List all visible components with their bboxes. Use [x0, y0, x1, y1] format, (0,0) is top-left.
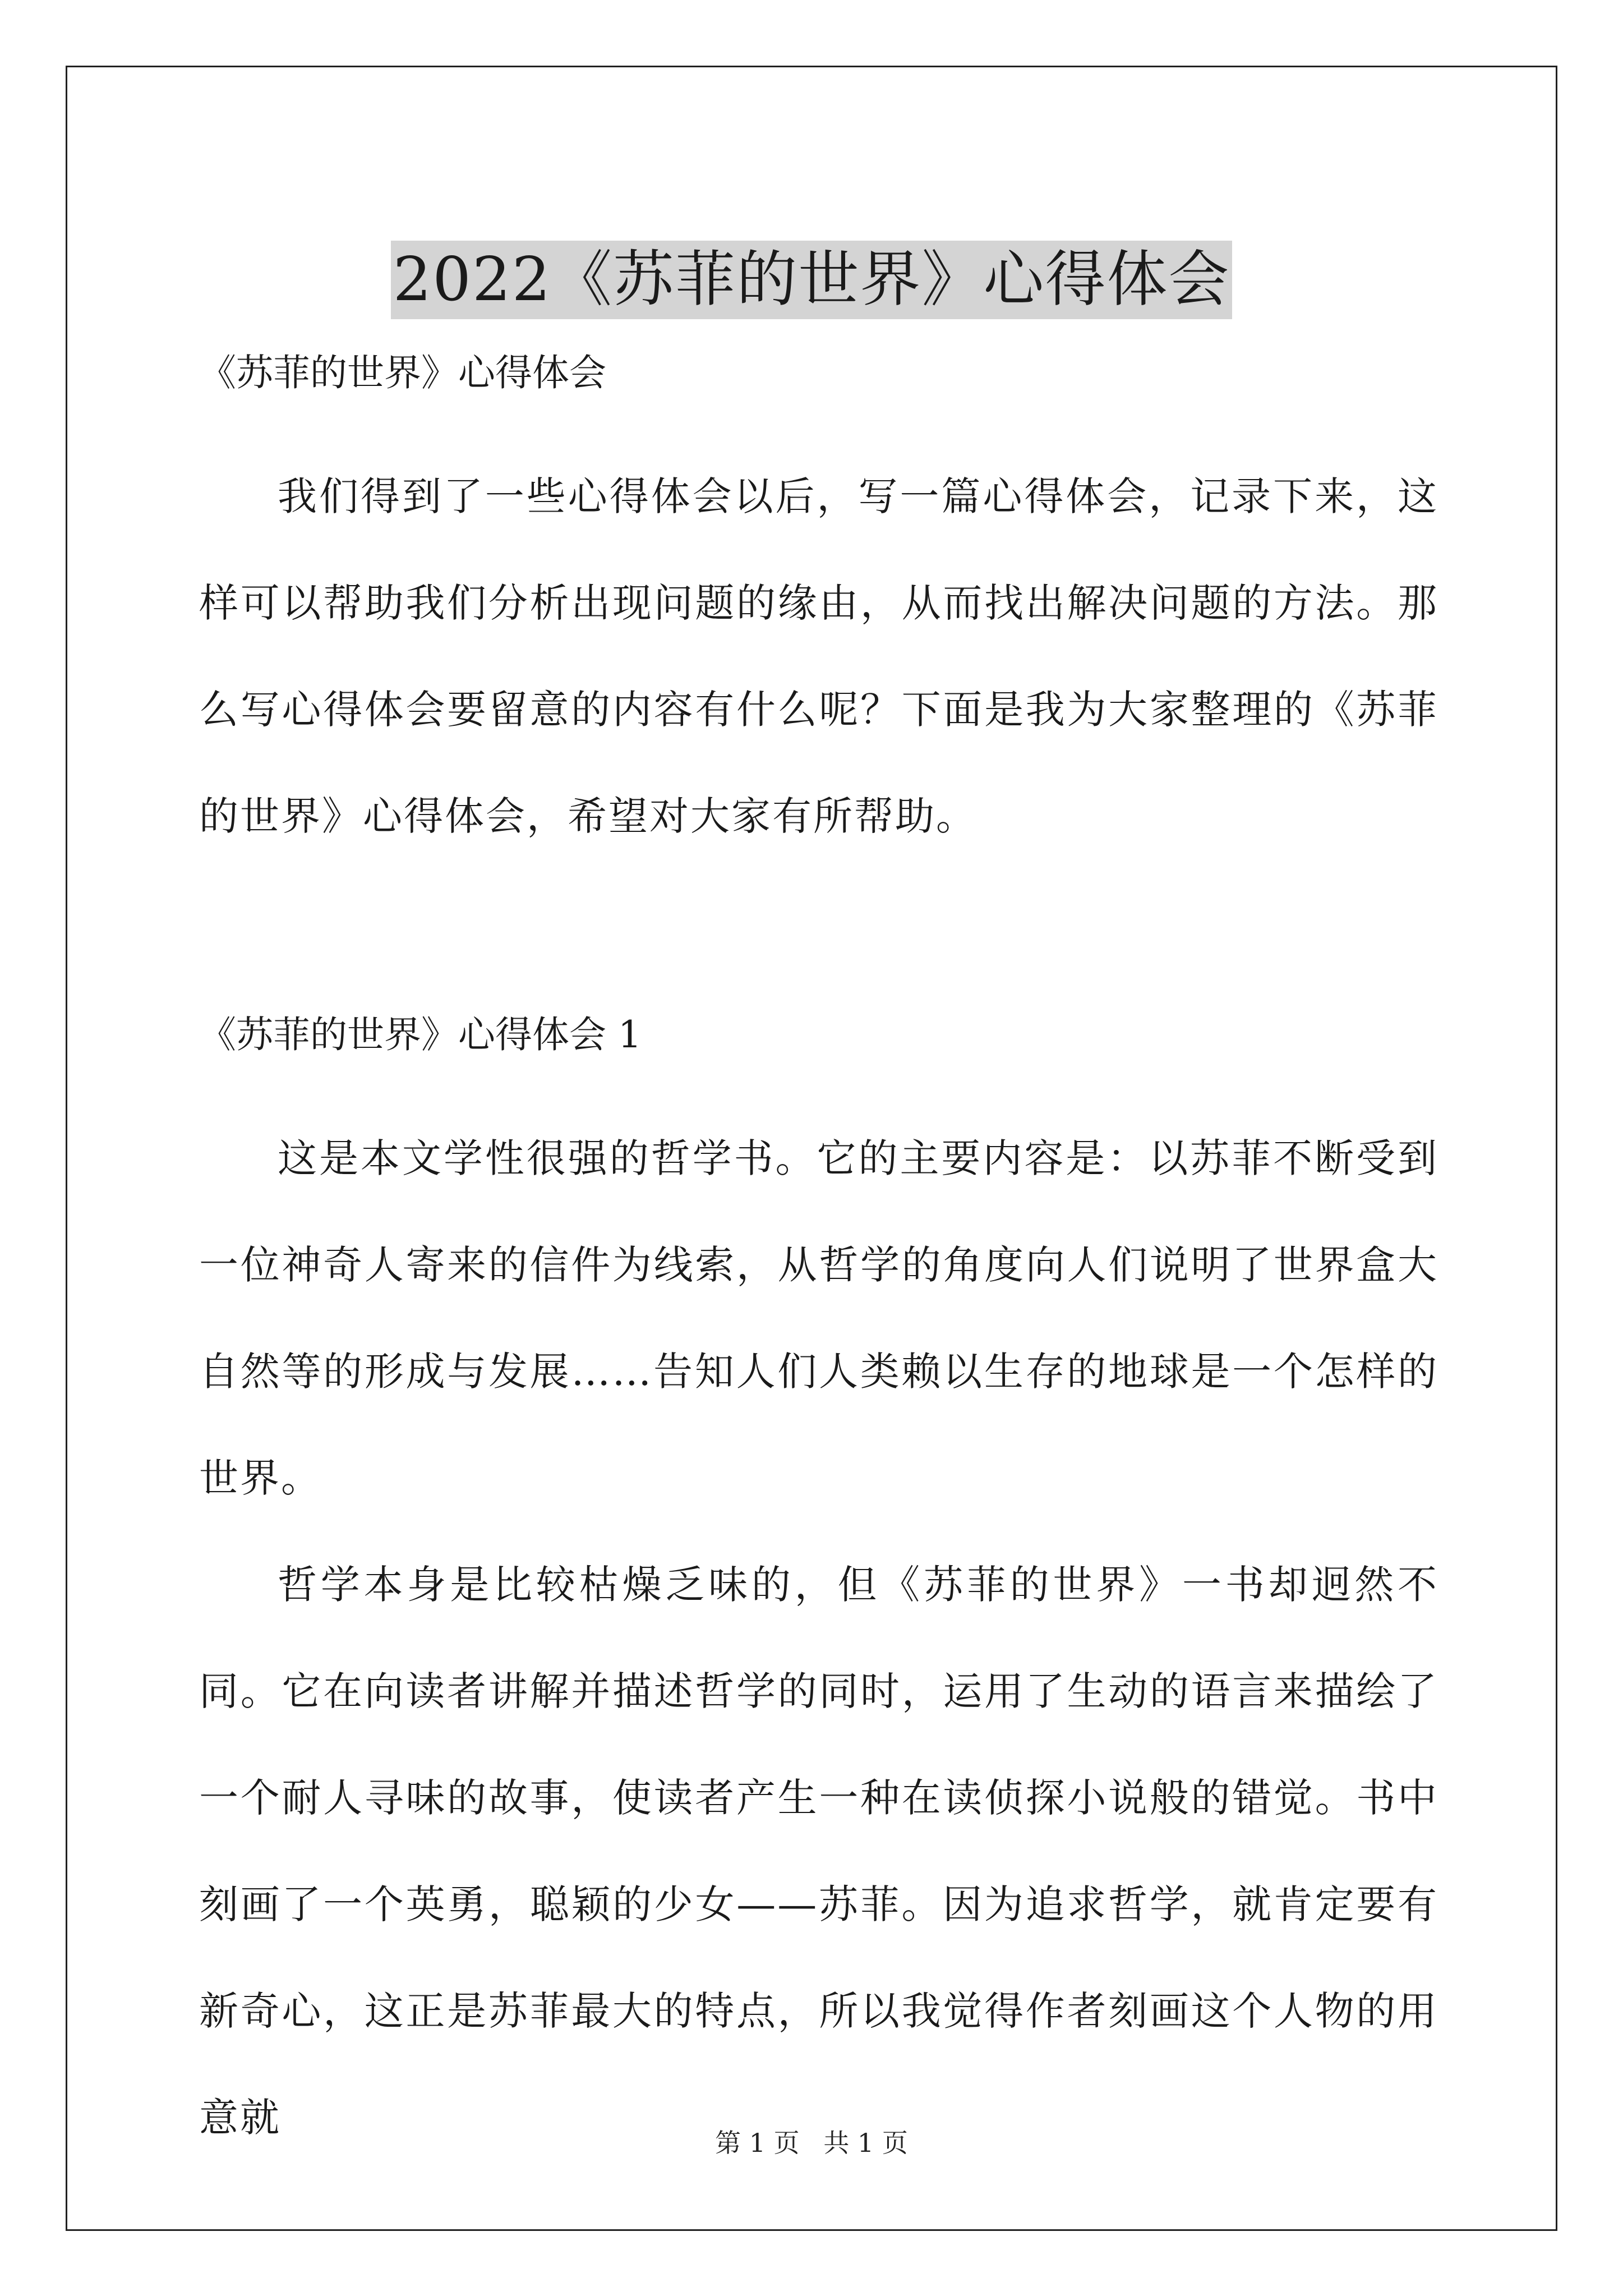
title-container [0, 200, 1623, 360]
page-total: 共 1 页 [823, 2128, 908, 2158]
body-paragraph: 这是本文学性很强的哲学书。它的主要内容是：以苏菲不断受到一位神奇人寄来的信件为线索，从哲学的角度向人们说明了世界盒大自然等的形成与发展……告知人们人类赖以生存的地球是一个怎样的世界。 [199, 1135, 1438, 1501]
document-title: 2022《苏菲的世界》心得体会 [391, 241, 1233, 319]
page-footer [0, 2126, 1623, 2160]
body-paragraph: 哲学本身是比较枯燥乏味的，但《苏菲的世界》一书却迥然不同。它在向读者讲解并描述哲学的同时，运用了生动的语言来描绘了一个耐人寻味的故事，使读者产生一种在读侦探小说般的错觉。书中刻画了一个英勇，聪颖的少女——苏菲。因为追求哲学，就肯定要有新奇心，这正是苏菲最大的特点，所以我觉得作者刻画这个人物的用意就 [199, 1562, 1438, 2141]
intro-heading: 《苏菲的世界》心得体会 [199, 351, 606, 394]
page-number: 第 1 页 [715, 2128, 800, 2158]
document-body [199, 348, 1438, 2171]
section-heading: 《苏菲的世界》心得体会 1 [199, 1013, 642, 1056]
intro-paragraph: 我们得到了一些心得体会以后，写一篇心得体会，记录下来，这样可以帮助我们分析出现问题的缘由，从而找出解决问题的方法。那么写心得体会要留意的内容有什么呢？下面是我为大家整理的《苏菲的世界》心得体会，希望对大家有所帮助。 [199, 473, 1438, 839]
